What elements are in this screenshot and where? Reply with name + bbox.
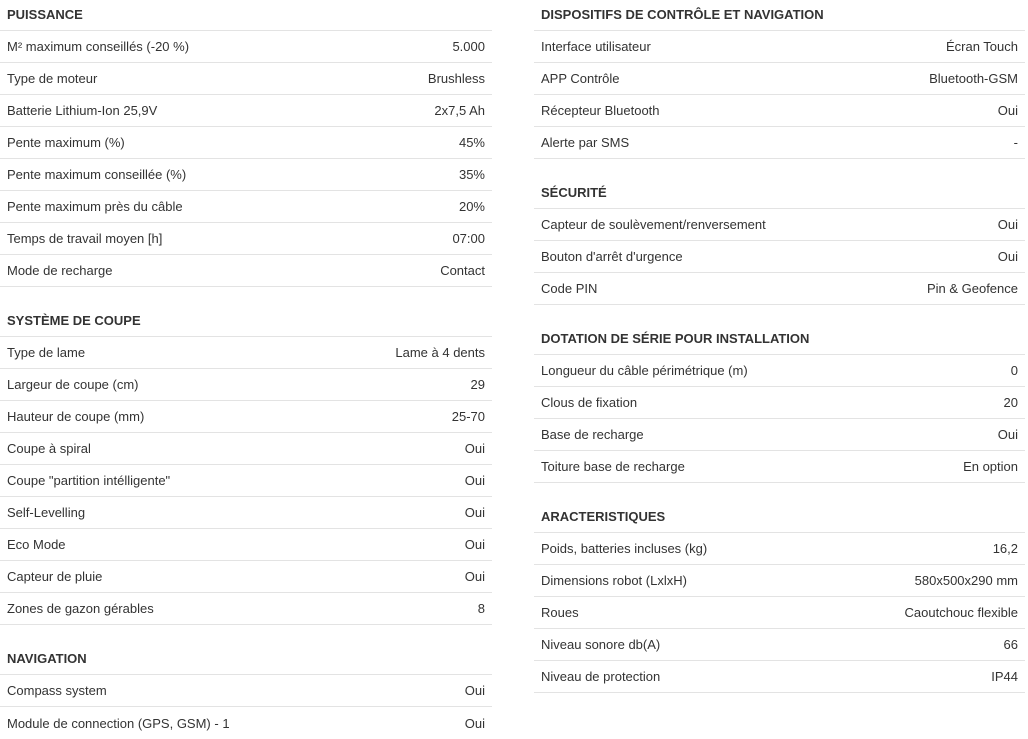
spec-value: Oui (464, 715, 485, 731)
spec-value: 8 (477, 601, 485, 616)
spec-value: Contact (440, 263, 485, 278)
spec-value: Oui (464, 683, 485, 698)
spec-label: Pente maximum conseillée (%) (7, 167, 187, 182)
section-title: DISPOSITIFS DE CONTRÔLE ET NAVIGATION (534, 0, 1025, 31)
spec-row (0, 401, 492, 433)
spec-value: 25-70 (451, 409, 485, 424)
spec-value: Oui (997, 217, 1018, 232)
spec-row (0, 191, 492, 223)
spec-label: Temps de travail moyen [h] (7, 231, 163, 246)
spec-label: Type de lame (7, 345, 86, 360)
section-securite (534, 178, 1025, 305)
spec-label: Toiture base de recharge (541, 459, 685, 474)
spec-label: Dimensions robot (LxlxH) (541, 573, 687, 588)
spec-label: Interface utilisateur (541, 39, 651, 54)
spec-label: Pente maximum près du câble (7, 199, 183, 214)
spec-row (0, 675, 492, 707)
left-column (0, 0, 492, 739)
spec-label: Zones de gazon gérables (7, 601, 154, 616)
spec-label: M² maximum conseillés (-20 %) (7, 39, 190, 54)
spec-row (0, 707, 492, 739)
spec-label: Pente maximum (%) (7, 135, 125, 150)
spec-row (534, 63, 1025, 95)
spec-row (0, 369, 492, 401)
spec-row (0, 433, 492, 465)
spec-label: Niveau sonore db(A) (541, 637, 661, 652)
section-title: DOTATION DE SÉRIE POUR INSTALLATION (534, 324, 1025, 355)
spec-label: Largeur de coupe (cm) (7, 377, 139, 392)
spec-label: Code PIN (541, 281, 598, 296)
section-title: NAVIGATION (0, 644, 492, 675)
spec-label: Mode de recharge (7, 263, 113, 278)
spec-label: Batterie Lithium-Ion 25,9V (7, 103, 158, 118)
spec-row (534, 273, 1025, 305)
section-spacer (0, 625, 492, 644)
spec-row (0, 31, 492, 63)
spec-value: 2x7,5 Ah (434, 103, 485, 118)
section-dispositifs (534, 0, 1025, 159)
spec-label: Module de connection (GPS, GSM) - 1 (7, 715, 230, 731)
spec-row (0, 529, 492, 561)
spec-value: 07:00 (452, 231, 485, 246)
spec-label: Type de moteur (7, 71, 98, 86)
spec-label: Alerte par SMS (541, 135, 630, 150)
spec-value: IP44 (991, 669, 1018, 684)
spec-value: 580x500x290 mm (914, 573, 1018, 588)
spec-value: 16,2 (992, 541, 1018, 556)
spec-label: APP Contrôle (541, 71, 620, 86)
spec-row (534, 629, 1025, 661)
spec-value: Oui (997, 249, 1018, 264)
spec-label: Longueur du câble périmétrique (m) (541, 363, 748, 378)
spec-row (534, 565, 1025, 597)
spec-label: Bouton d'arrêt d'urgence (541, 249, 683, 264)
spec-row (0, 255, 492, 287)
spec-value: Oui (464, 441, 485, 456)
spec-row (534, 387, 1025, 419)
spec-value: Oui (464, 569, 485, 584)
spec-label: Coupe "partition intélligente" (7, 473, 171, 488)
spec-row (0, 159, 492, 191)
spec-row (0, 95, 492, 127)
spec-row (534, 597, 1025, 629)
section-title: SÉCURITÉ (534, 178, 1025, 209)
section-navigation (0, 644, 492, 739)
spec-label: Coupe à spiral (7, 441, 91, 456)
spec-value: 20 (1003, 395, 1018, 410)
spec-value: Oui (997, 427, 1018, 442)
spec-label: Récepteur Bluetooth (541, 103, 660, 118)
spec-row (534, 451, 1025, 483)
spec-value: Écran Touch (945, 39, 1018, 54)
spec-value: Oui (464, 537, 485, 552)
spec-label: Eco Mode (7, 537, 66, 552)
spec-row (534, 533, 1025, 565)
section-systeme-de-coupe (0, 306, 492, 625)
section-title: PUISSANCE (0, 0, 492, 31)
spec-value: Oui (464, 473, 485, 488)
spec-value: Caoutchouc flexible (904, 605, 1018, 620)
section-dotation (534, 324, 1025, 483)
section-spacer (534, 483, 1025, 502)
spec-label: Capteur de pluie (7, 569, 103, 584)
spec-label: Compass system (7, 683, 107, 698)
spec-row (534, 209, 1025, 241)
section-title: ARACTERISTIQUES (534, 502, 1025, 533)
spec-value: 29 (470, 377, 485, 392)
spec-label: Capteur de soulèvement/renversement (541, 217, 766, 232)
spec-label: Base de recharge (541, 427, 644, 442)
spec-label: Poids, batteries incluses (kg) (541, 541, 708, 556)
spec-value: 66 (1003, 637, 1018, 652)
spec-row (0, 63, 492, 95)
spec-row (0, 465, 492, 497)
spec-label: Hauteur de coupe (mm) (7, 409, 145, 424)
section-spacer (534, 305, 1025, 324)
spec-row (0, 561, 492, 593)
section-title: SYSTÈME DE COUPE (0, 306, 492, 337)
spec-row (534, 419, 1025, 451)
spec-row (0, 497, 492, 529)
spec-value: 35% (458, 167, 485, 182)
spec-row (534, 355, 1025, 387)
spec-row (534, 31, 1025, 63)
spec-value: Oui (464, 505, 485, 520)
spec-row (534, 127, 1025, 159)
spec-row (0, 337, 492, 369)
spec-label: Self-Levelling (7, 505, 86, 520)
spec-value: Brushless (427, 71, 485, 86)
spec-value: Oui (997, 103, 1018, 118)
section-puissance (0, 0, 492, 287)
spec-value: 0 (1010, 363, 1018, 378)
section-spacer (534, 159, 1025, 178)
spec-row (0, 223, 492, 255)
spec-row (0, 127, 492, 159)
right-column (534, 0, 1025, 693)
spec-value: Bluetooth-GSM (929, 71, 1018, 86)
spec-label: Niveau de protection (541, 669, 661, 684)
spec-value: 20% (458, 199, 485, 214)
spec-value: Lame à 4 dents (395, 345, 485, 360)
spec-row (534, 661, 1025, 693)
spec-row (534, 241, 1025, 273)
spec-label: Clous de fixation (541, 395, 638, 410)
spec-value: 5.000 (452, 39, 485, 54)
spec-row (0, 593, 492, 625)
spec-label: Roues (541, 605, 579, 620)
spec-value: En option (963, 459, 1018, 474)
spec-value: 45% (458, 135, 485, 150)
section-caracteristiques (534, 502, 1025, 693)
spec-value: - (1013, 135, 1018, 150)
spec-value: Pin & Geofence (926, 281, 1018, 296)
spec-row (534, 95, 1025, 127)
section-spacer (0, 287, 492, 306)
